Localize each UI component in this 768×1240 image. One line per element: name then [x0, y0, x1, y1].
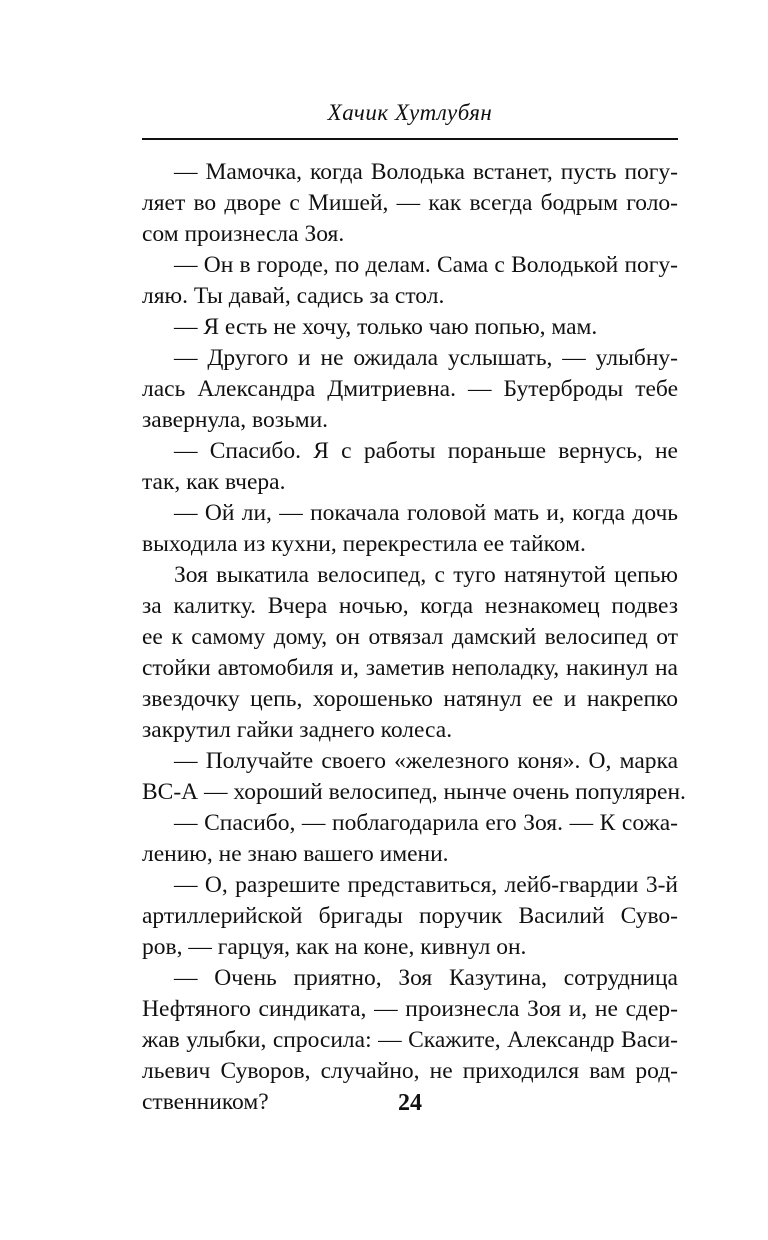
- header-rule: [142, 138, 678, 140]
- text-line: звездочку цепь, хорошенько натянул ее и накрепко: [142, 686, 678, 712]
- text-line: сом произнесла Зоя.: [142, 221, 345, 247]
- text-line: Нефтяного синдиката, — произнесла Зоя и, не сдер-: [142, 996, 678, 1022]
- text-line: льевич Суворов, случайно, не приходился вам род-: [142, 1058, 678, 1084]
- text-line: — Ой ли, — покачала головой мать и, когда дочь: [174, 500, 678, 526]
- text-line: выходила из кухни, перекрестила ее тайком.: [142, 531, 586, 557]
- text-line: ляет во дворе с Мишей, — как всегда бодрым голо-: [142, 190, 678, 216]
- page-number: 24: [398, 1090, 422, 1116]
- text-line: — Спасибо, — поблагодарила его Зоя. — К сожа-: [174, 810, 678, 836]
- text-line: за калитку. Вчера ночью, когда незнакомец подвез: [142, 593, 678, 619]
- text-line: артиллерийской бригады поручик Василий Суво-: [142, 903, 678, 929]
- text-line: жав улыбки, спросила: — Скажите, Александр Васи-: [142, 1027, 678, 1053]
- running-header-author: Хачик Хутлубян: [327, 100, 493, 125]
- text-line: — Получайте своего «железного коня». О, марка: [174, 748, 678, 774]
- text-line: — Спасибо. Я с работы пораньше вернусь, не: [174, 438, 678, 464]
- text-line: закрутил гайки заднего колеса.: [142, 717, 453, 743]
- text-line: — Он в городе, по делам. Сама с Володькой погу-: [174, 252, 678, 278]
- text-line: — Я есть не хочу, только чаю попью, мам.: [174, 314, 598, 340]
- body-text: [142, 157, 686, 1118]
- text-line: стойки автомобиля и, заметив неполадку, накинул на: [142, 655, 678, 681]
- text-line: Зоя выкатила велосипед, с туго натянутой цепью: [174, 562, 678, 588]
- text-line: — Мамочка, когда Володька встанет, пусть погу-: [174, 159, 678, 185]
- text-line: завернула, возьми.: [142, 407, 329, 433]
- text-line: ляю. Ты давай, садись за стол.: [142, 283, 445, 309]
- text-line: — О, разрешите представиться, лейб-гвардии 3-й: [174, 872, 678, 898]
- text-line: — Очень приятно, Зоя Казутина, сотрудница: [174, 965, 678, 991]
- text-line: ров, — гарцуя, как на коне, кивнул он.: [142, 934, 527, 960]
- text-line: — Другого и не ожидала услышать, — улыбну-: [174, 345, 678, 371]
- text-line: ее к самому дому, он отвязал дамский велосипед от: [142, 624, 678, 650]
- text-line: лению, не знаю вашего имени.: [142, 841, 449, 867]
- text-line: так, как вчера.: [142, 469, 286, 495]
- text-line: ственником?: [142, 1089, 269, 1115]
- text-line: ВС-А — хороший велосипед, нынче очень популярен.: [142, 779, 686, 805]
- text-line: лась Александра Дмитриевна. — Бутерброды тебе: [142, 376, 678, 402]
